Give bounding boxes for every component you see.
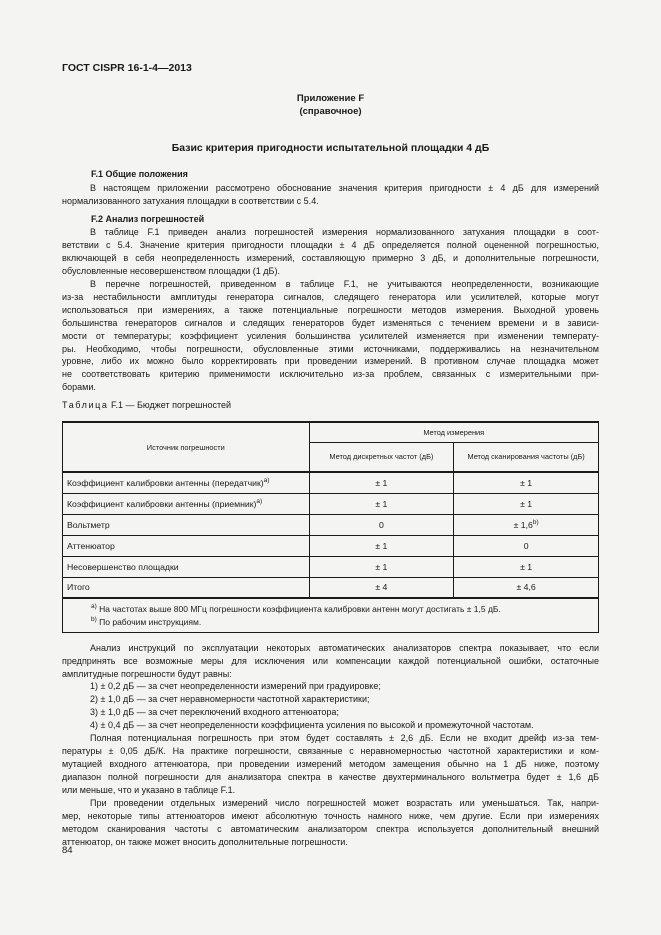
text-line: обусловленные несовершенством площадки (1 дБ).: [62, 265, 280, 276]
text-line: или меньше, что и указано в таблице F.1.: [62, 784, 236, 795]
footnote: $^{b)}$ По рабочим инструкциям.: [91, 615, 202, 627]
appendix-title: Приложение F: [296, 93, 365, 104]
final-paragraph: [62, 797, 599, 849]
text-line: В таблице F.1 приведен анализ погрешностей измерения нормализованного затухания площадки в соот-: [90, 227, 599, 237]
header-scan-method: Метод сканирования частоты (дБ): [454, 442, 599, 472]
table-caption: [62, 400, 231, 410]
text-line: ры. Необходимо, чтобы погрешности, обусловленные этими источниками, поддерживались на незначительном: [62, 343, 599, 354]
footnote-mark: a): [256, 497, 263, 505]
document-code: ГОСТ CISPR 16-1-4—2013: [62, 62, 192, 74]
header-discrete-method: Метод дискретных частот (дБ): [309, 442, 454, 472]
table-caption-text: F.1 — Бюджет погрешностей: [111, 400, 232, 410]
text-line: пературы ± 0,05 дБ/К. На практике погрешности, связанные с неравномерностью частотной характеристики и ком-: [62, 745, 599, 756]
text-line: мости от температуры; коэффициент усиления большинства усилителей изменяется при изменении температу-: [62, 330, 599, 341]
text-line: В настоящем приложении рассмотрено обоснование значения критерия пригодности ± 4 дБ для измерений: [90, 183, 599, 193]
source-cell: Несовершенство площадки: [63, 556, 310, 577]
discrete-value: ± 1: [309, 493, 454, 514]
scan-value: 0: [454, 535, 599, 556]
text-line: включающей в себя неопределенность измерений, составляющую примерно 3 дБ, и дополнительные погрешности,: [62, 252, 599, 263]
header-method: Метод измерения: [309, 422, 598, 442]
list-item: 1) ± 0,2 дБ — за счет неопределенности измерений при градуировке;: [90, 681, 381, 691]
text-line: предпринять все возможные меры для исключения или компенсации каждой потенциальной ошибки, остаточные: [62, 655, 599, 666]
table-caption-word: Таблица: [62, 400, 109, 410]
text-line: В перечне погрешностей, приведенном в таблице F.1, не учитываются неопределенности, возникающие: [90, 279, 599, 289]
source-cell: Коэффициент калибровки антенны (передатчик)$^{a)}$: [63, 472, 310, 493]
text-line: диапазон полной погрешности для анализатора спектра в качестве двухтерминального вольтметра будет ± 1,6 дБ: [62, 771, 599, 782]
table-row-total: [63, 577, 599, 598]
analysis-paragraph: [62, 642, 599, 681]
text-line: Полная потенциальная погрешность при этом будет составлять ± 2,6 дБ. Если не входит дрейф из-за тем-: [90, 733, 599, 743]
discrete-value: ± 4: [309, 577, 454, 598]
scan-value: ± 1: [454, 556, 599, 577]
error-list: [62, 680, 599, 732]
total-error-paragraph: [62, 732, 599, 797]
table-footnotes: [63, 598, 599, 633]
text-line: большинства генераторов сигналов и следящих генераторов будет изменяться с течением времени и в зависи-: [62, 317, 599, 328]
text-line: борами.: [62, 382, 96, 393]
footnote-mark: b): [532, 518, 539, 526]
scan-value: ± 4,6: [454, 577, 599, 598]
discrete-value: ± 1: [309, 556, 454, 577]
list-item: 3) ± 1,0 дБ — за счет переключений входного аттенюатора;: [90, 706, 339, 717]
text-line: аттенюатор, он также может вносить дополнительные погрешности.: [62, 836, 348, 847]
list-item: 4) ± 0,4 дБ — за счет неопределенности коэффициента усиления по высокой и промежуточной частотам.: [90, 719, 534, 730]
header-source: Источник погрешности: [63, 422, 310, 472]
section-f2-heading: F.2 Анализ погрешностей: [91, 214, 205, 224]
text-line: не соответствовать критерию применимости исключительно из-за проблем, связанных с измерительными при-: [62, 369, 599, 380]
text-line: ветствии с 5.4. Значение критерия пригодности площадки ± 4 дБ определяется полной оцененной погрешностью,: [62, 239, 599, 250]
table-row: [63, 472, 599, 493]
text-line: использоваться при измерениях, а также потенциальные погрешности методов измерения. Выходной уровень: [62, 304, 599, 315]
section-f2-paragraph-2: [62, 278, 599, 394]
table-row: [63, 514, 599, 535]
scan-value: ± $1,6^{b)}$: [454, 514, 599, 535]
scan-value: ± 1: [454, 493, 599, 514]
text-line: При проведении отдельных измерений число погрешностей может возрастать или уменьшаться. Так, напри-: [90, 798, 599, 808]
text-line: нормализованного затухания площадки в соответствии с 5.4.: [62, 195, 319, 206]
appendix-subtitle: (справочное): [299, 106, 362, 117]
main-title: Базис критерия пригодности испытательной площадки 4 дБ: [171, 142, 490, 154]
source-cell: Вольтметр: [63, 514, 310, 535]
text-line: амплитудные погрешности будут равны:: [62, 668, 232, 679]
scan-value: ± 1: [454, 472, 599, 493]
footnote-mark: a): [263, 476, 270, 484]
footnotes-cell: [63, 598, 599, 633]
page-number: 84: [62, 845, 73, 856]
discrete-value: 0: [309, 514, 454, 535]
discrete-value: ± 1: [309, 472, 454, 493]
footnote: $^{a)}$ На частотах выше 800 МГц погрешности коэффициента калибровки антенн могут достигать ± 1,5 дБ.: [91, 603, 501, 614]
text-line: Анализ инструкций по эксплуатации некоторых автоматических анализаторов спектра показывает, что если: [90, 643, 599, 653]
uncertainty-budget-table: [62, 421, 599, 633]
discrete-value: ± 1: [309, 535, 454, 556]
source-cell: Коэффициент калибровки антенны (приемник)$^{a)}$: [63, 493, 310, 514]
section-f1-paragraph: [62, 182, 599, 208]
text-line: уровне, либо их можно было корректировать при проведении измерений. В противном случае площадка может: [62, 356, 599, 367]
source-cell: Итого: [63, 577, 310, 598]
text-line: мутацией входного аттенюатора, при проведении измерений методом замещения обычно на 1 дБ ниже, поэтому: [62, 758, 599, 769]
text-line: мер, некоторые типы аттенюаторов имеют абсолютную точность намного ниже, чем другие. Если при измерениях: [62, 810, 599, 821]
table-row: [63, 556, 599, 577]
text-line: из-за нестабильности амплитуды генератора сигналов, следящего генератора или усилителей, которые могут: [62, 291, 599, 302]
source-cell: Аттенюатор: [63, 535, 310, 556]
text-line: методом сканирования частоты с автоматическим анализатором спектра используется дополнительный внешний: [62, 823, 599, 834]
section-f1-heading: F.1 Общие положения: [91, 169, 188, 179]
section-f2-paragraph-1: [62, 226, 599, 278]
list-item: 2) ± 1,0 дБ — за счет неравномерности частотной характеристики;: [90, 693, 370, 704]
table-row: [63, 535, 599, 556]
table-row: [63, 493, 599, 514]
